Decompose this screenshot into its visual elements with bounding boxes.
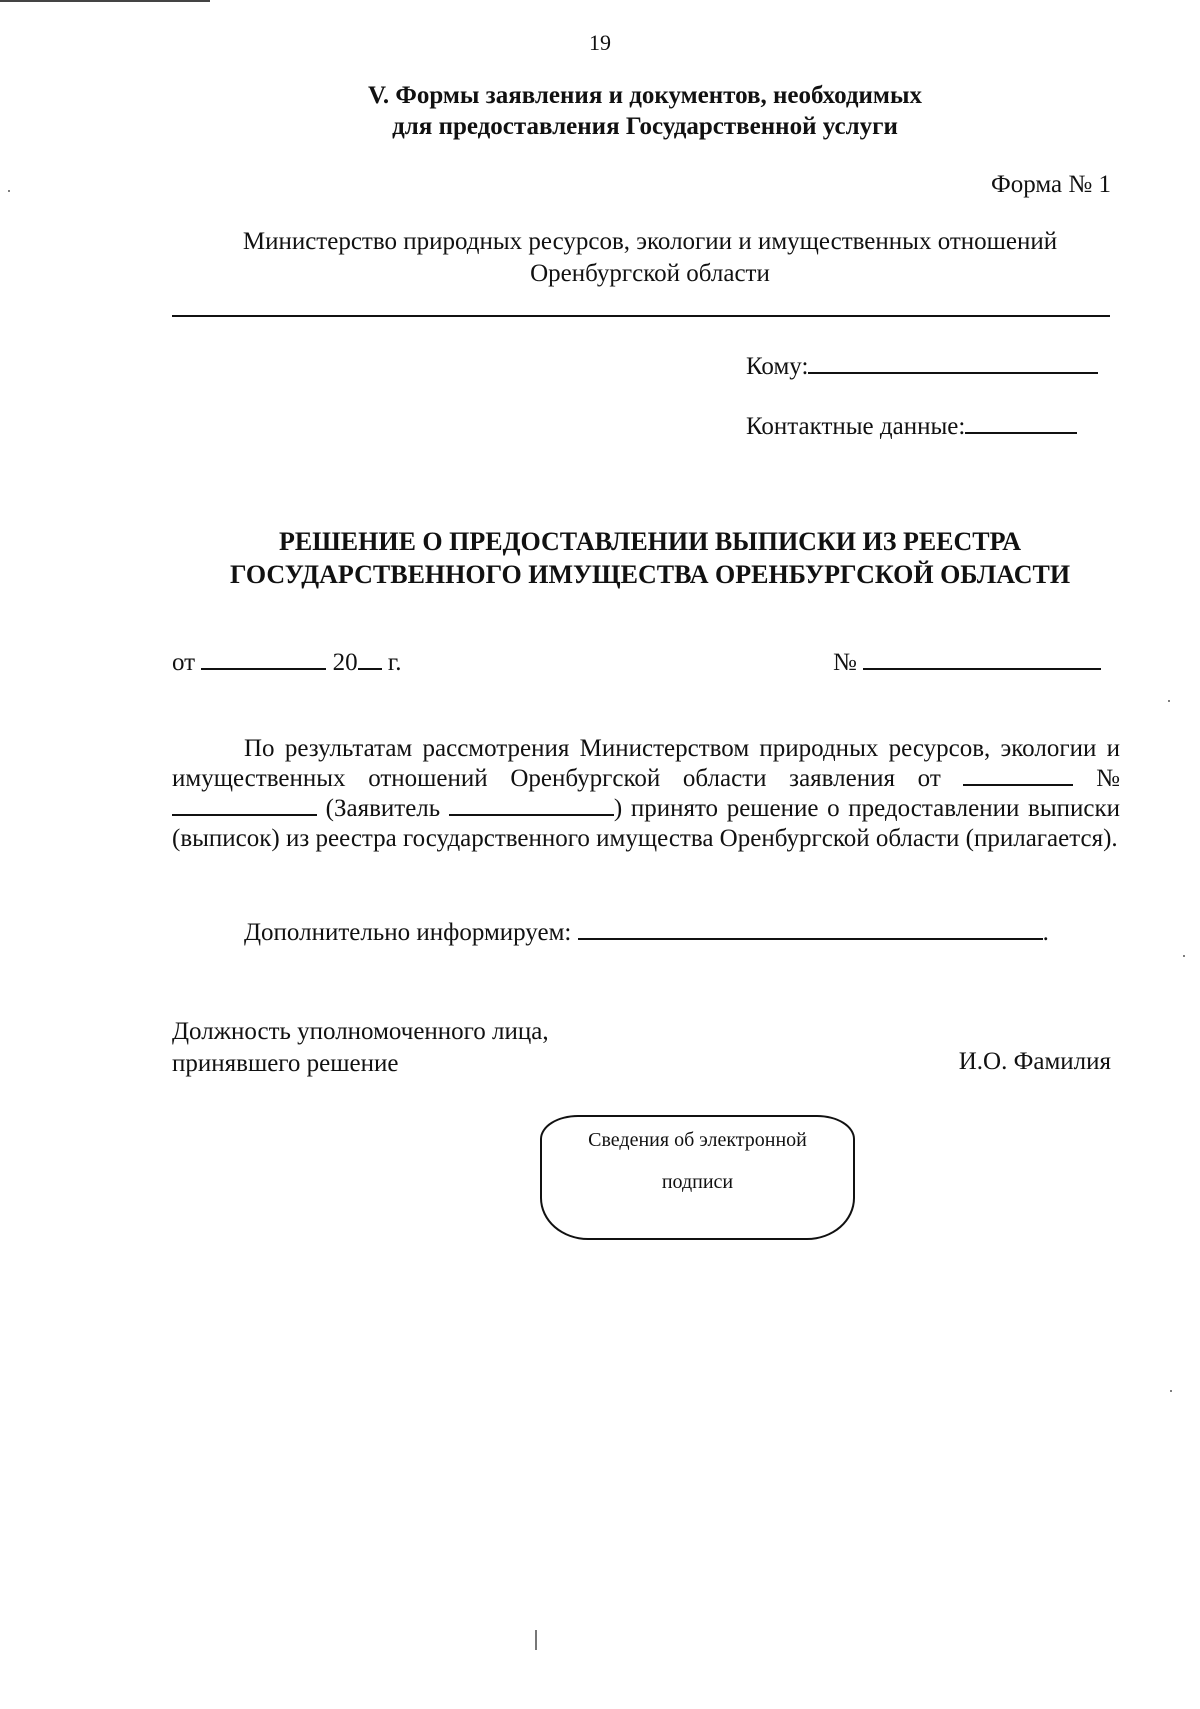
signature-box-line: Сведения об электронной xyxy=(588,1129,807,1151)
section-title xyxy=(0,80,1200,142)
additional-info-row xyxy=(244,916,1049,947)
recipient-row xyxy=(746,350,1098,381)
signatory-position-line: принявшего решение xyxy=(172,1050,399,1077)
scan-artifact-dot xyxy=(1183,955,1185,957)
ministry-line: Министерство природных ресурсов, экологии и имущественных отношений xyxy=(242,228,1058,255)
recipient-label: Кому: xyxy=(746,353,809,380)
recipient-field[interactable] xyxy=(808,350,1098,374)
page-number: 19 xyxy=(589,30,611,55)
form-number: Форма № 1 xyxy=(991,171,1111,198)
body-text: № xyxy=(1096,765,1121,792)
scan-artifact-line xyxy=(0,0,210,2)
contacts-row xyxy=(746,410,1077,441)
decision-number-row xyxy=(833,646,1101,677)
number-label: № xyxy=(833,649,857,676)
decision-body xyxy=(172,734,1120,854)
scan-artifact-dot xyxy=(1168,700,1170,702)
electronic-signature-box xyxy=(540,1115,855,1240)
header-rule xyxy=(172,315,1110,317)
scan-artifact-dot xyxy=(1170,1390,1172,1392)
additional-info-end: . xyxy=(1042,919,1049,946)
decision-date-row xyxy=(172,646,402,677)
signatory-position-line: Должность уполномоченного лица, xyxy=(172,1018,549,1045)
additional-info-field[interactable] xyxy=(578,916,1043,940)
decision-title-line: ГОСУДАРСТВЕННОГО ИМУЩЕСТВА ОРЕНБУРГСКОЙ ОБЛАСТИ xyxy=(229,560,1071,589)
section-title-line: для предоставления Государственной услуги xyxy=(392,113,898,140)
body-text: По результатам рассмотрения Министерством природных ресурсов, экологии и имущественных отношений Оренбургской области заявления от xyxy=(172,735,1120,792)
body-text: (Заявитель xyxy=(325,795,441,822)
scan-artifact-mark xyxy=(535,1630,537,1650)
date-from-label: от xyxy=(172,649,196,676)
application-date-field[interactable] xyxy=(963,766,1073,786)
body-text: ) принято решение о предоставлении выписки (выписок) из реестра государственного имущества Оренбургской области (прилагается). xyxy=(172,795,1121,852)
decision-title-line: РЕШЕНИЕ О ПРЕДОСТАВЛЕНИИ ВЫПИСКИ ИЗ РЕЕСТРА xyxy=(279,527,1021,556)
applicant-field[interactable] xyxy=(449,796,614,816)
signatory-position xyxy=(172,1016,549,1080)
contacts-label: Контактные данные: xyxy=(746,413,966,440)
scan-artifact-dot xyxy=(8,190,10,192)
ministry-name xyxy=(170,226,1130,290)
year-field[interactable] xyxy=(358,646,382,670)
year-prefix: 20 xyxy=(332,649,358,676)
decision-title xyxy=(150,525,1150,591)
application-number-field[interactable] xyxy=(172,796,317,816)
signature-box-line: подписи xyxy=(661,1171,734,1193)
date-field[interactable] xyxy=(201,646,326,670)
year-suffix: г. xyxy=(387,649,402,676)
section-title-line: V. Формы заявления и документов, необходимых xyxy=(368,82,922,109)
decision-number-field[interactable] xyxy=(863,646,1101,670)
additional-info-label: Дополнительно информируем: xyxy=(244,919,572,946)
ministry-line: Оренбургской области xyxy=(530,260,770,287)
signatory-name: И.О. Фамилия xyxy=(958,1048,1111,1075)
contacts-field[interactable] xyxy=(965,410,1077,434)
